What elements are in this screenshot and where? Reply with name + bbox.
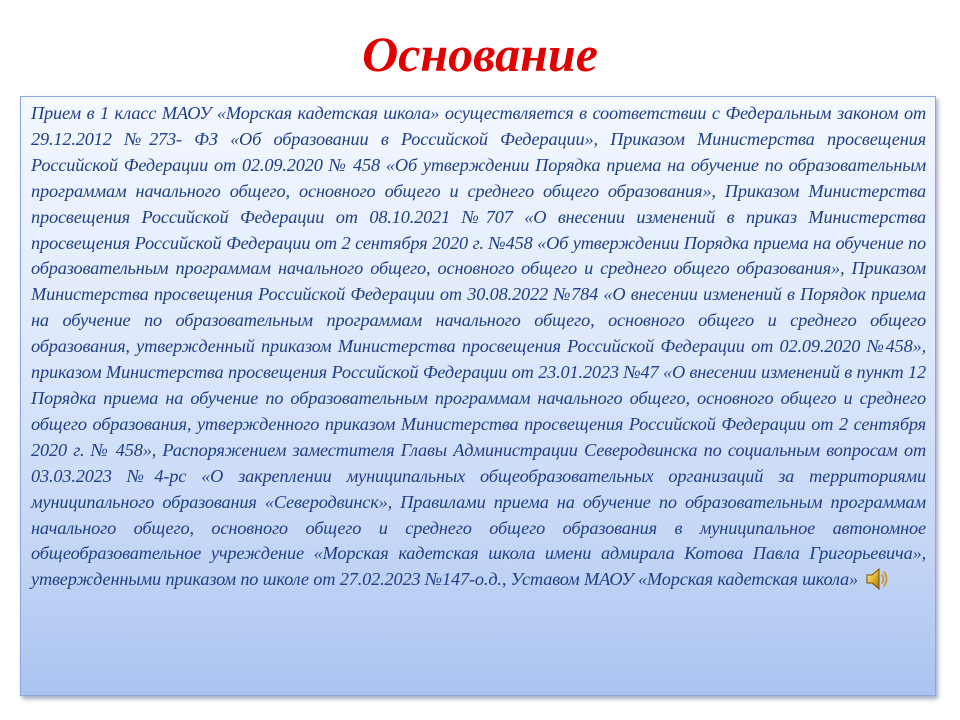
body-paragraph	[31, 101, 926, 594]
text-panel	[20, 96, 936, 696]
speaker-icon[interactable]	[864, 566, 890, 592]
body-text: Прием в 1 класс МАОУ «Морская кадетская школа» осуществляется в соответствии с Федеральным законом от 29.12.2012 №273- ФЗ «Об образовании в Российской Федерации», Приказом Министерства просвещения Российской Федерации от 02.09.2020 № 458 «Об утверждении Порядка приема на обучение по образовательным программам начального общего, основного общего и среднего общего образования», Приказом Министерства просвещения Российской Федерации от 08.10.2021 №707 «О внесении изменений в приказ Министерства просвещения Российской Федерации от 2 сентября 2020 г. №458 «Об утверждении Порядка приема на обучение по образовательным программам начального общего, основного общего и среднего общего образования», Приказом Министерства просвещения Российской Федерации от 30.08.2022 №784 «О внесении изменений в Порядок приема на обучение по образовательным программам начального общего, основного общего и среднего общего образования, утвержденный приказом Министерства просвещения Российской Федерации от 02.09.2020 №458», приказом Министерства просвещения Российской Федерации от 23.01.2023 №47 «О внесении изменений в пункт 12 Порядка приема на обучение по образовательным программам начального общего, основного общего и среднего общего образования, утвержденного приказом Министерства просвещения Российской Федерации от 2 сентября 2020 г. № 458», Распоряжением заместителя Главы Администрации Северодвинска по социальным вопросам от 03.03.2023 №4-рс «О закреплении муниципальных общеобразовательных организаций за территориями муниципального образования «Северодвинск», Правилами приема на обучение по образовательным программам начального общего, основного общего и среднего общего образования в муниципальное автономное общеобразовательное учреждение «Морская кадетская школа имени адмирала Котова Павла Григорьевича», утвержденными приказом по школе от 27.02.2023 №147-о.д., Уставом МАОУ «Морская кадетская школа»	[31, 103, 926, 590]
slide-title: Основание	[362, 26, 598, 82]
